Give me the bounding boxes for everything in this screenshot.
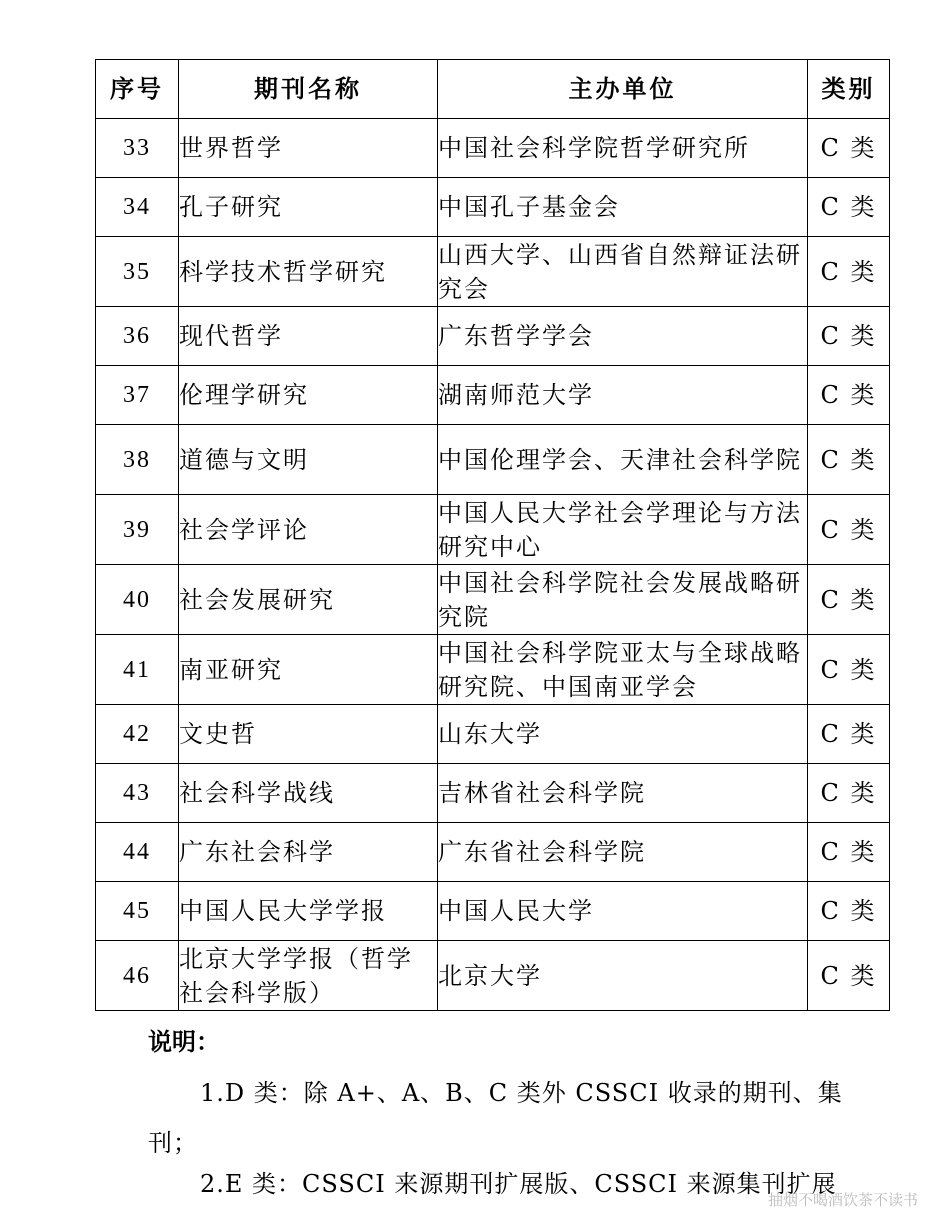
row-category: C 类 [808, 119, 890, 178]
table-row [96, 941, 890, 1011]
row-journal-name: 中国人民大学学报 [179, 882, 438, 941]
row-sponsor: 山西大学、山西省自然辩证法研究会 [438, 237, 808, 307]
row-journal-name: 社会学评论 [179, 495, 438, 565]
journal-table [95, 59, 890, 1011]
row-category: C 类 [808, 366, 890, 425]
row-number: 38 [96, 425, 179, 495]
row-category: C 类 [808, 705, 890, 764]
table-row [96, 495, 890, 565]
table-row [96, 882, 890, 941]
note-item: 2.E 类：CSSCI 来源期刊扩展版、CSSCI 来源集刊扩展 [200, 1170, 837, 1198]
row-number: 40 [96, 565, 179, 635]
watermark: 抽烟不喝酒饮茶不读书 [767, 1191, 918, 1209]
row-number: 44 [96, 823, 179, 882]
row-journal-name: 社会科学战线 [179, 764, 438, 823]
row-category: C 类 [808, 882, 890, 941]
row-journal-name: 道德与文明 [179, 425, 438, 495]
table-row [96, 823, 890, 882]
row-sponsor: 吉林省社会科学院 [438, 764, 808, 823]
row-sponsor: 广东哲学学会 [438, 307, 808, 366]
row-category: C 类 [808, 237, 890, 307]
table-row [96, 764, 890, 823]
table-row [96, 565, 890, 635]
row-sponsor: 湖南师范大学 [438, 366, 808, 425]
row-category: C 类 [808, 495, 890, 565]
row-journal-name: 世界哲学 [179, 119, 438, 178]
table-row [96, 178, 890, 237]
row-number: 43 [96, 764, 179, 823]
row-number: 35 [96, 237, 179, 307]
row-journal-name: 社会发展研究 [179, 565, 438, 635]
row-sponsor: 广东省社会科学院 [438, 823, 808, 882]
row-number: 39 [96, 495, 179, 565]
row-sponsor: 中国社会科学院亚太与全球战略研究院、中国南亚学会 [438, 635, 808, 705]
row-number: 34 [96, 178, 179, 237]
row-category: C 类 [808, 425, 890, 495]
note-item: 1.D 类：除 A+、A、B、C 类外 CSSCI 收录的期刊、集刊； [148, 1079, 843, 1157]
table-row [96, 307, 890, 366]
notes-section [148, 1022, 848, 1062]
row-sponsor: 中国伦理学会、天津社会科学院 [438, 425, 808, 495]
row-journal-name: 现代哲学 [179, 307, 438, 366]
row-journal-name: 科学技术哲学研究 [179, 237, 438, 307]
row-journal-name: 广东社会科学 [179, 823, 438, 882]
table-row [96, 366, 890, 425]
table-row [96, 705, 890, 764]
row-sponsor: 山东大学 [438, 705, 808, 764]
row-category: C 类 [808, 565, 890, 635]
table-header-row [96, 60, 890, 119]
row-category: C 类 [808, 823, 890, 882]
header-sponsor: 主办单位 [438, 60, 808, 119]
row-number: 37 [96, 366, 179, 425]
row-journal-name: 南亚研究 [179, 635, 438, 705]
row-sponsor: 中国社会科学院哲学研究所 [438, 119, 808, 178]
row-sponsor: 中国人民大学社会学理论与方法研究中心 [438, 495, 808, 565]
header-journal-name: 期刊名称 [179, 60, 438, 119]
row-category: C 类 [808, 307, 890, 366]
row-number: 42 [96, 705, 179, 764]
row-journal-name: 伦理学研究 [179, 366, 438, 425]
row-journal-name: 北京大学学报（哲学社会科学版） [179, 941, 438, 1011]
row-number: 41 [96, 635, 179, 705]
row-number: 33 [96, 119, 179, 178]
table-row [96, 119, 890, 178]
row-sponsor: 北京大学 [438, 941, 808, 1011]
table-row [96, 237, 890, 307]
header-number: 序号 [96, 60, 179, 119]
row-journal-name: 孔子研究 [179, 178, 438, 237]
header-category: 类别 [808, 60, 890, 119]
row-sponsor: 中国人民大学 [438, 882, 808, 941]
row-number: 46 [96, 941, 179, 1011]
row-category: C 类 [808, 764, 890, 823]
row-category: C 类 [808, 178, 890, 237]
row-category: C 类 [808, 635, 890, 705]
table-row [96, 635, 890, 705]
row-number: 45 [96, 882, 179, 941]
table-row [96, 425, 890, 495]
row-sponsor: 中国社会科学院社会发展战略研究院 [438, 565, 808, 635]
row-category: C 类 [808, 941, 890, 1011]
row-number: 36 [96, 307, 179, 366]
row-sponsor: 中国孔子基金会 [438, 178, 808, 237]
row-journal-name: 文史哲 [179, 705, 438, 764]
notes-title: 说明： [148, 1028, 220, 1056]
